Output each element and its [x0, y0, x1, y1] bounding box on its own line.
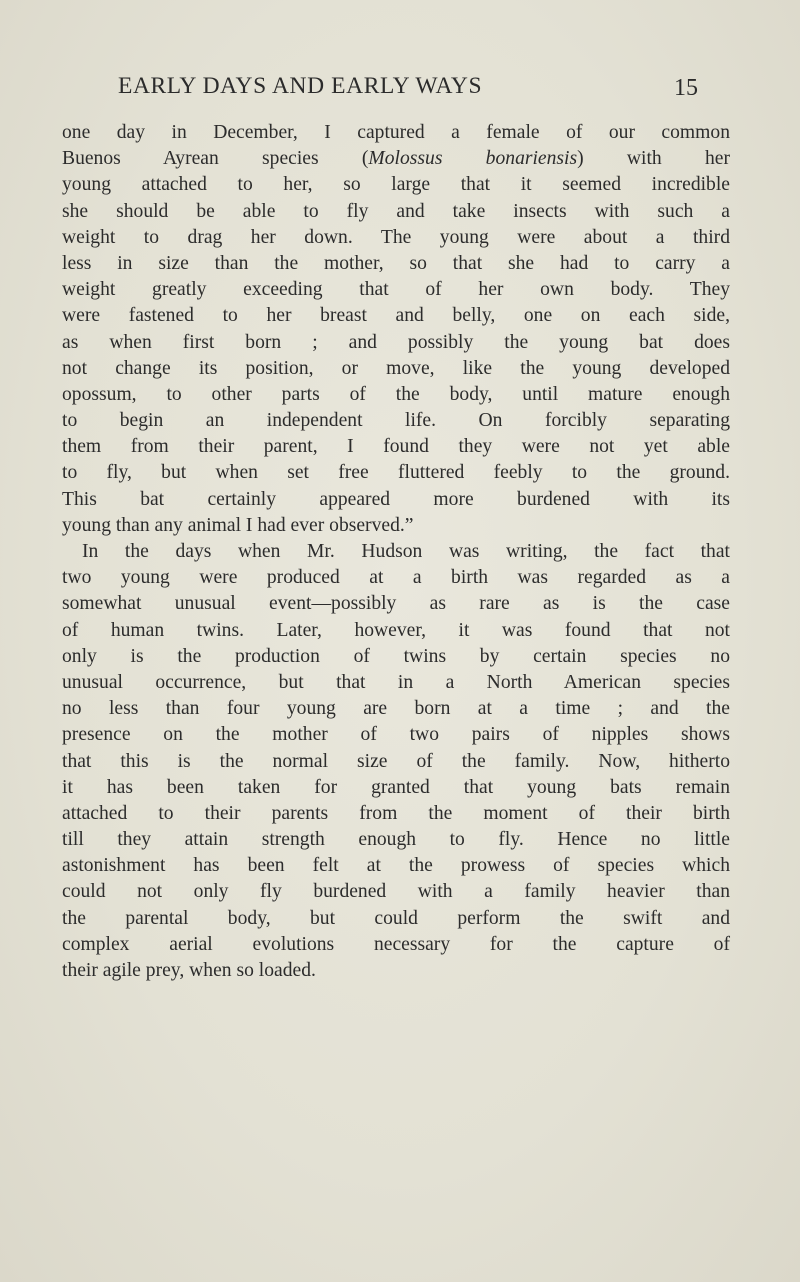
text-line: she should be able to fly and take insects with such a [62, 200, 730, 222]
text-line: weight greatly exceeding that of her own body. They [62, 279, 730, 301]
body-text [62, 120, 730, 984]
running-title: EARLY DAYS AND EARLY WAYS [118, 73, 483, 99]
text-line: not change its position, or move, like the young developed [62, 357, 730, 379]
text-line: of human twins. Later, however, it was found that not [62, 619, 730, 641]
text-line: till they attain strength enough to fly. Hence no little [62, 829, 730, 851]
text-line: This bat certainly appeared more burdened with its [62, 488, 730, 510]
species-name-italic: Molossus bonariensis [368, 148, 578, 170]
text-line: astonishment has been felt at the prowess of species which [62, 855, 730, 877]
text-line: presence on the mother of two pairs of nipples shows [62, 724, 730, 746]
text-line: less in size than the mother, so that she had to carry a [62, 252, 730, 274]
text-line: weight to drag her down. The young were about a third [62, 226, 730, 248]
text-line: their agile prey, when so loaded. [62, 960, 316, 981]
text-line: the parental body, but could perform the swift and [62, 907, 730, 929]
text-line: somewhat unusual event—possibly as rare as is the case [62, 593, 730, 615]
text-line: could not only fly burdened with a family heavier than [62, 881, 730, 903]
text-line: it has been taken for granted that young bats remain [62, 776, 730, 798]
text-line: to begin an independent life. On forcibly separating [62, 410, 730, 432]
text-line: attached to their parents from the moment of their birth [62, 802, 730, 824]
text-line: two young were produced at a birth was regarded as a [62, 567, 730, 589]
text-line-with-italic [62, 146, 730, 172]
paragraph-first-line: In the days when Mr. Hudson was writing, the fact that [82, 541, 730, 562]
text-segment: Buenos Ayrean species ( [62, 148, 369, 170]
page-header [118, 73, 698, 107]
text-line: that this is the normal size of the family. Now, hitherto [62, 750, 730, 772]
text-line: opossum, to other parts of the body, until mature enough [62, 383, 730, 405]
text-line: to fly, but when set free fluttered feebly to the ground. [62, 462, 730, 484]
text-line: one day in December, I captured a female of our common [62, 122, 730, 143]
text-line: only is the production of twins by certain species no [62, 645, 730, 667]
text-line: them from their parent, I found they were not yet able [62, 436, 730, 458]
text-line: young than any animal I had ever observed.” [62, 514, 414, 536]
text-line: no less than four young are born at a time ; and the [62, 698, 730, 720]
text-line: young attached to her, so large that it seemed incredible [62, 174, 730, 196]
text-line: were fastened to her breast and belly, one on each side, [62, 305, 730, 327]
text-line: unusual occurrence, but that in a North American species [62, 671, 730, 693]
text-segment: ) with her [577, 148, 730, 170]
text-line: as when first born ; and possibly the young bat does [62, 331, 730, 353]
text-line: complex aerial evolutions necessary for the capture of [62, 933, 730, 955]
page-number: 15 [674, 75, 698, 101]
